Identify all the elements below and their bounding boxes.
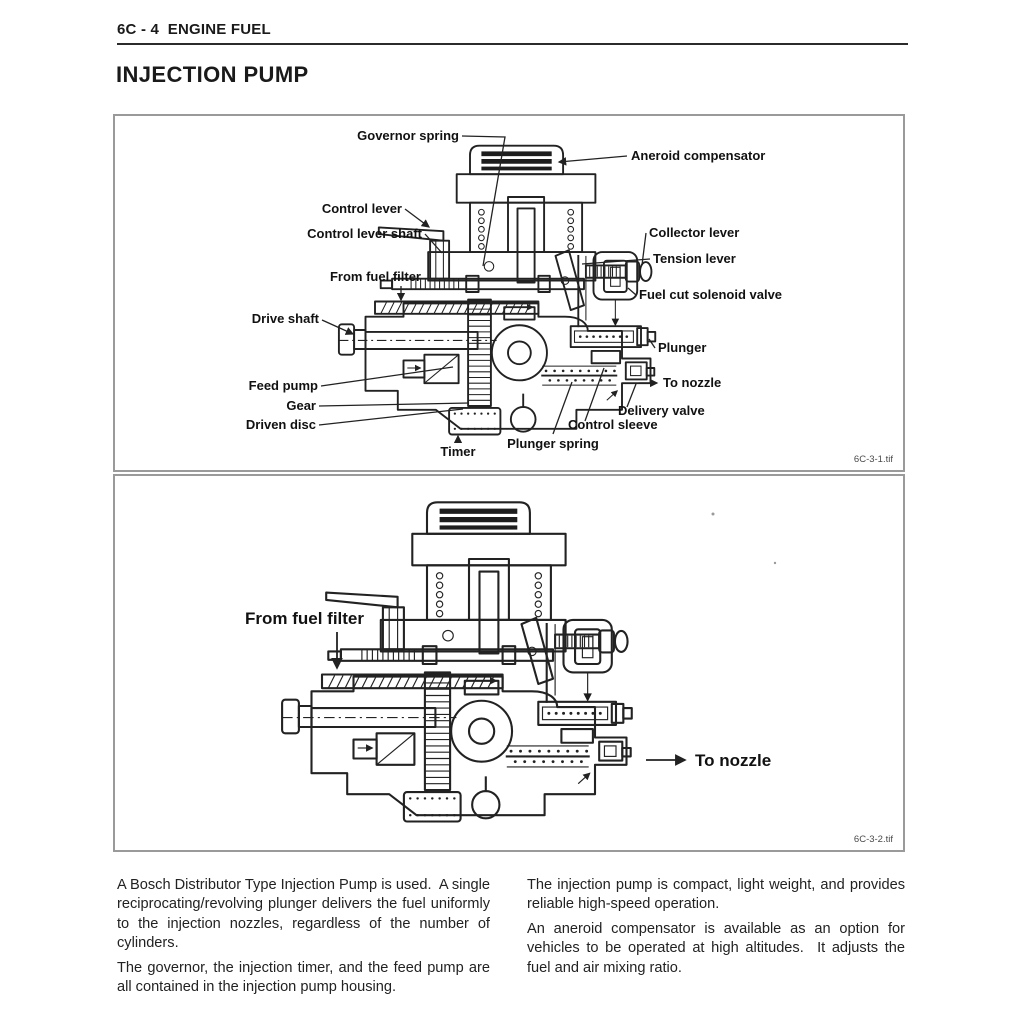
figure-injection-pump-labeled [113,114,905,472]
label-drive-shaft: Drive shaft [251,311,319,326]
label-control-lever: Control lever [321,201,402,216]
body-paragraph: An aneroid compensator is available as an option for vehicles to be operated at high altitudes. It adjusts the fuel and air mixing ratio. [527,920,910,976]
label-from-fuel-filter: From fuel filter [244,609,364,628]
page-title: INJECTION PUMP [116,62,309,87]
label-plunger-spring: Plunger spring [507,436,599,451]
figure1-caption: 6C-3-1.tif [853,454,893,465]
body-text [117,876,910,1002]
figure1-labels [246,128,893,465]
label-to-nozzle: To nozzle [695,751,772,770]
label-fuel-cut-solenoid-valve: Fuel cut solenoid valve [639,287,783,302]
label-to-nozzle: To nozzle [663,375,722,390]
label-delivery-valve: Delivery valve [618,403,705,418]
body-paragraph: The governor, the injection timer, and the feed pump are all contained in the injection pump housing. [117,959,495,996]
label-collector-lever: Collector lever [649,225,740,240]
label-timer: Timer [440,444,476,459]
scan-speck [712,513,715,516]
injection-pump-diagram-1 [115,116,903,470]
label-tension-lever: Tension lever [653,251,736,266]
label-governor-spring: Governor spring [357,128,459,143]
label-plunger: Plunger [658,340,707,355]
scan-speck [774,562,776,564]
label-control-sleeve: Control sleeve [568,417,658,432]
figure-injection-pump-plain [113,474,905,852]
page-header: 6C - 4 ENGINE FUEL [117,21,271,38]
body-paragraph: A Bosch Distributor Type Injection Pump is used. A single reciprocating/revolving plunger delivers the fuel uniformly to the injection nozzles, regardless of the number of cylinders. [117,877,495,952]
body-paragraph: The injection pump is compact, light weight, and provides reliable high-speed operation. [527,877,910,913]
label-feed-pump: Feed pump [248,378,318,393]
body-column-right [527,876,910,1002]
figure2-caption: 6C-3-2.tif [853,834,893,845]
header-rule [117,43,908,45]
label-aneroid-compensator: Aneroid compensator [631,148,766,163]
label-from-fuel-filter: From fuel filter [329,269,421,284]
injection-pump-diagram-2 [115,476,903,850]
label-driven-disc: Driven disc [245,417,316,432]
label-control-lever-shaft: Control lever shaft [307,226,422,241]
body-column-left [117,876,495,1002]
label-gear: Gear [286,398,316,413]
